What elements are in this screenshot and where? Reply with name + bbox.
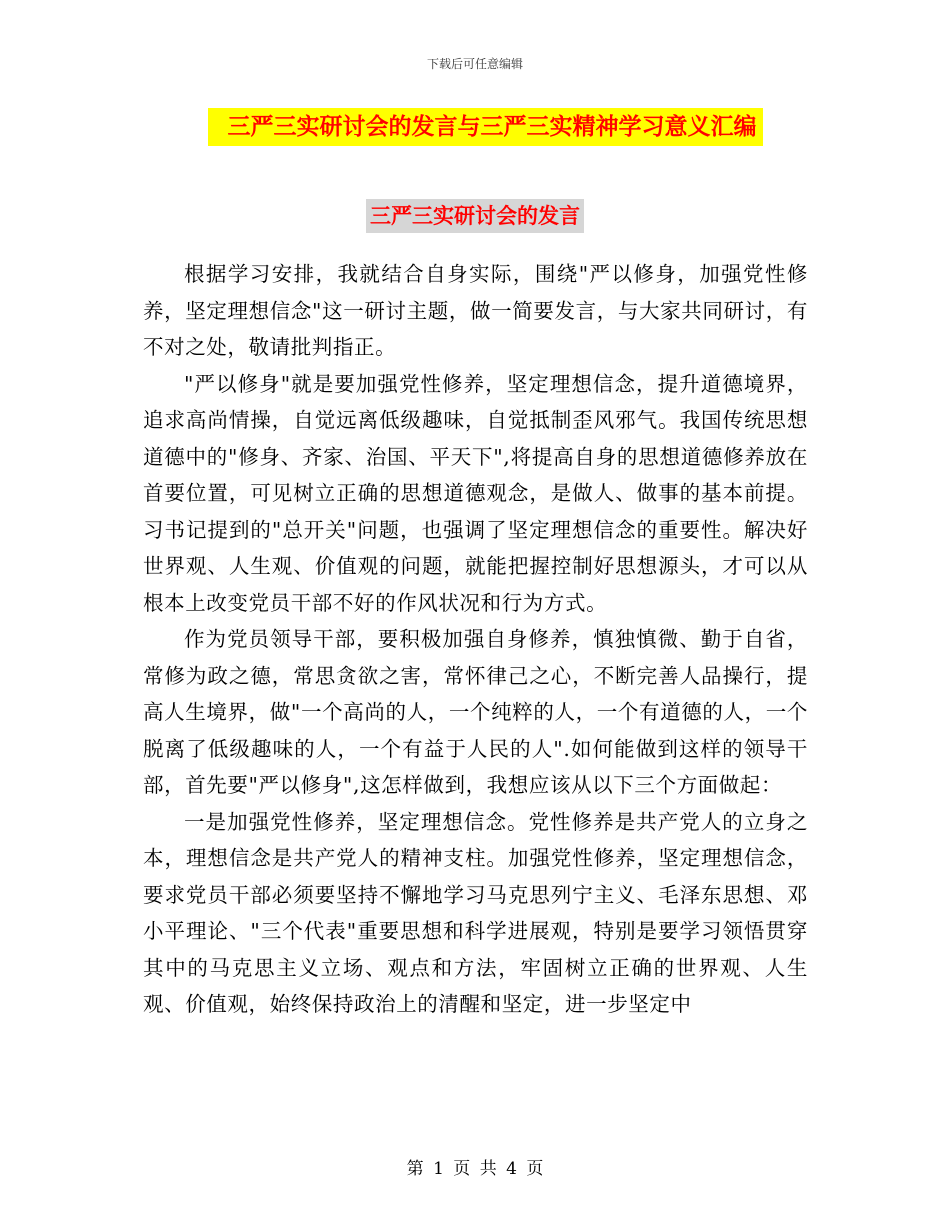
paragraph: 作为党员领导干部，要积极加强自身修养，慎独慎微、勤于自省，常修为政之德，常思贪欲之害，常怀律己之心，不断完善人品操行，提高人生境界，做"一个高尚的人，一个纯粹的人，一个有道德的人，一个脱离了低级趣味的人，一个有益于人民的人".如何能做到这样的领导干部，首先要"严以修身",这怎样做到，我想应该从以下三个方面做起： <box>143 627 808 797</box>
main-title <box>0 108 950 146</box>
paragraph: "严以修身"就是要加强党性修养，坚定理想信念，提升道德境界，追求高尚情操，自觉远离低级趣味，自觉抵制歪风邪气。我国传统思想道德中的"修身、齐家、治国、平天下",将提高自身的思想道德修养放在首要位置，可见树立正确的思想道德观念，是做人、做事的基本前提。习书记提到的"总开关"问题，也强调了坚定理想信念的重要性。解决好世界观、人生观、价值观的问题，就能把握控制好思想源头，才可以从根本上改变党员干部不好的作风状况和行为方式。 <box>143 371 808 615</box>
main-title-text: 三严三实研讨会的发言与三严三实精神学习意义汇编 <box>208 108 763 146</box>
document-body <box>143 256 808 1023</box>
section-title <box>0 199 950 233</box>
paragraph: 根据学习安排，我就结合自身实际，围绕"严以修身，加强党性修养，坚定理想信念"这一研讨主题，做一简要发言，与大家共同研讨，有不对之处，敬请批判指正。 <box>143 262 808 359</box>
section-title-text: 三严三实研讨会的发言 <box>366 199 584 233</box>
page-footer: 第 1 页 共 4 页 <box>406 1159 544 1179</box>
header-note: 下载后可任意编辑 <box>426 57 523 71</box>
paragraph: 一是加强党性修养，坚定理想信念。党性修养是共产党人的立身之本，理想信念是共产党人的精神支柱。加强党性修养，坚定理想信念，要求党员干部必须要坚持不懈地学习马克思列宁主义、毛泽东思想、邓小平理论、"三个代表"重要思想和科学进展观，特别是要学习领悟贯穿其中的马克思主义立场、观点和方法，牢固树立正确的世界观、人生观、价值观，始终保持政治上的清醒和坚定，进一步坚定中 <box>143 809 808 1016</box>
